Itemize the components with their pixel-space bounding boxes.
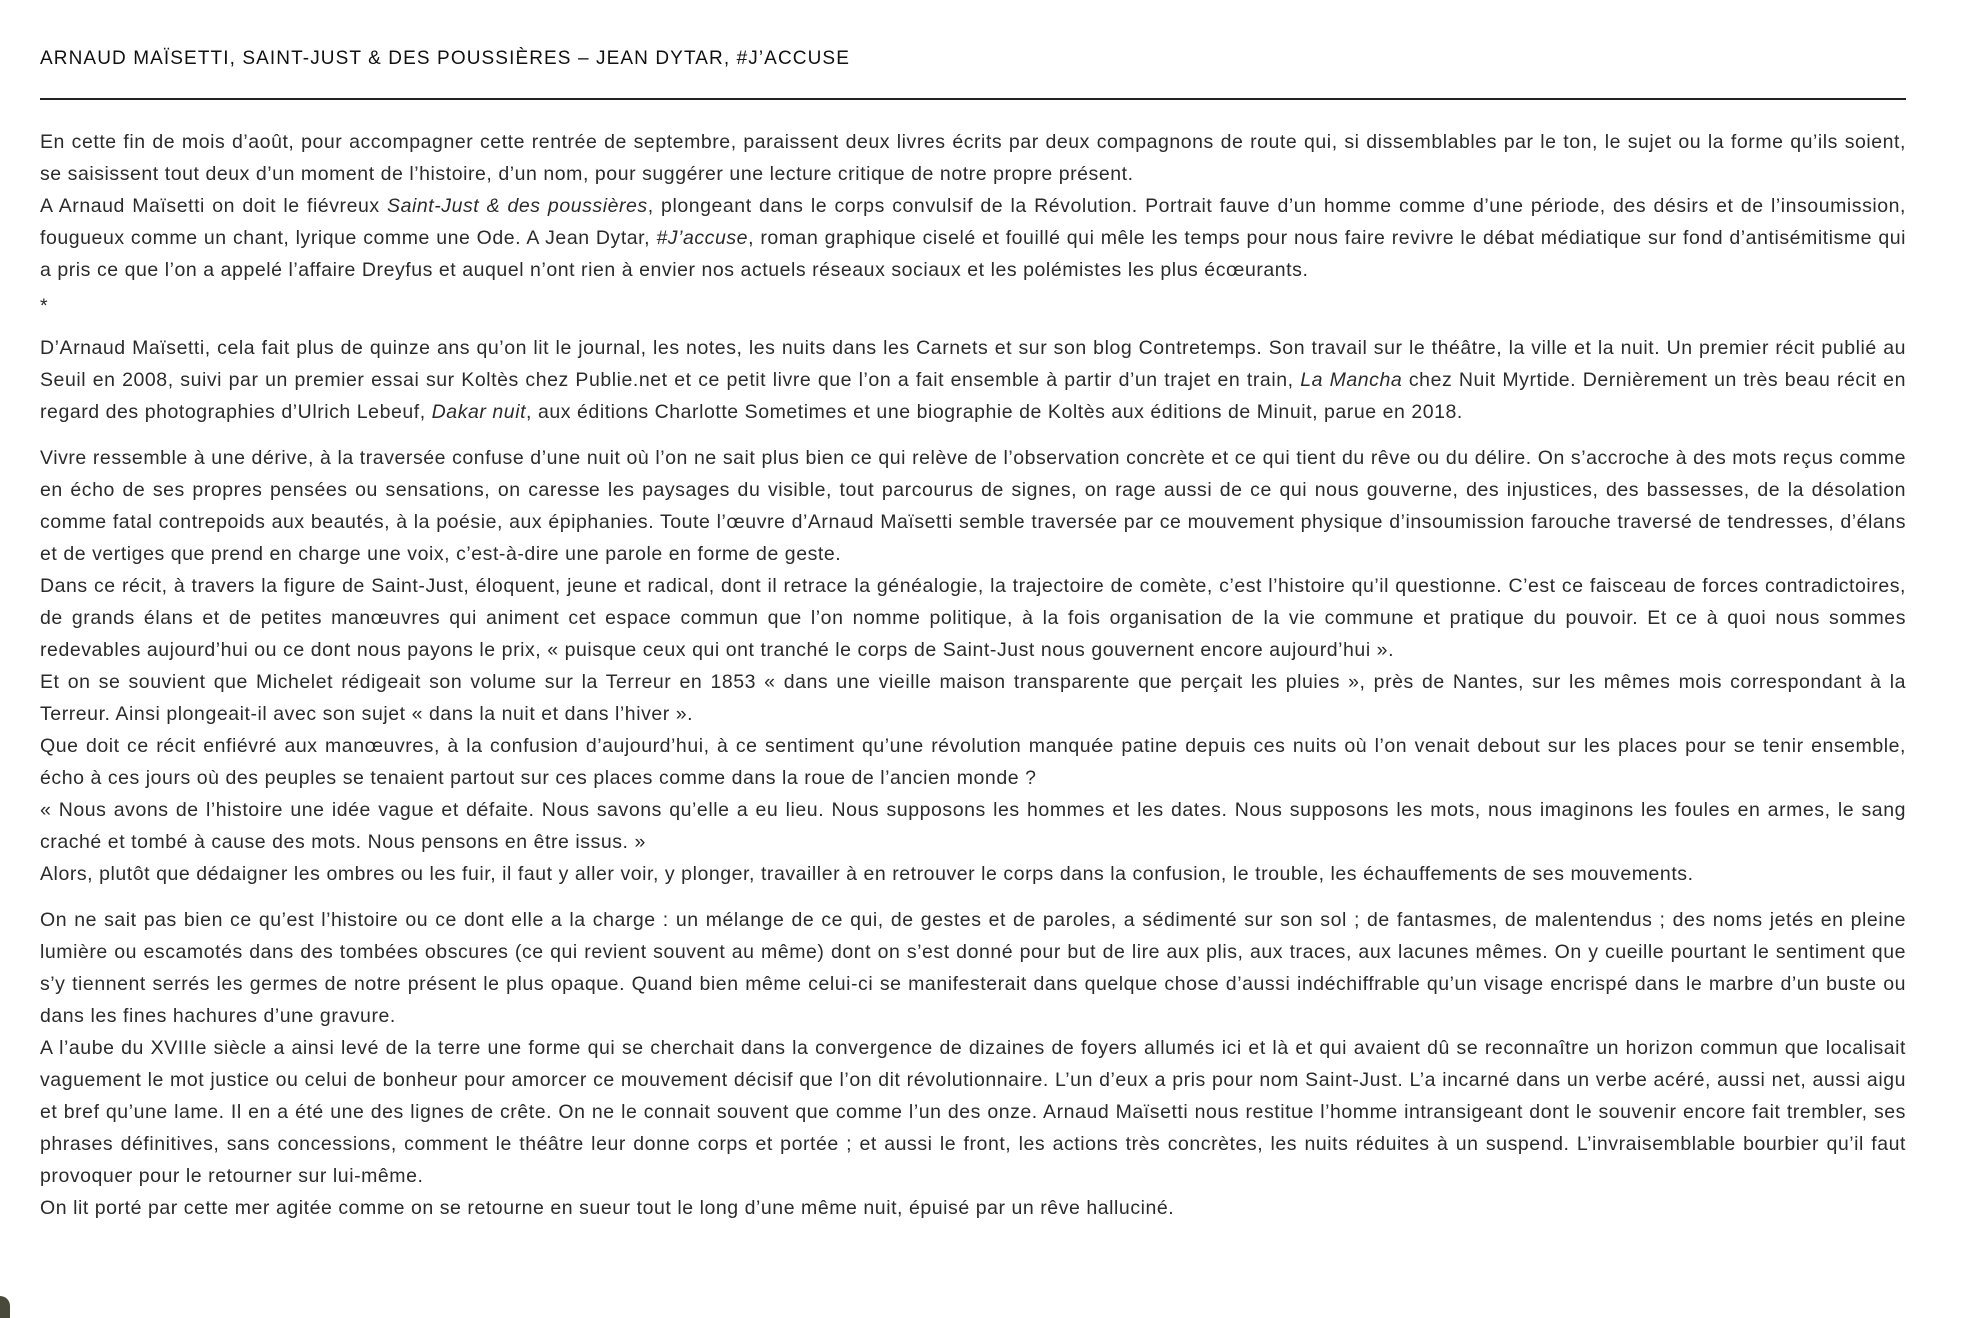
paragraph [40,1192,1906,1224]
paragraph-text: D’Arnaud Maïsetti, cela fait plus de quinze ans qu’on lit le journal, les notes, les nuits dans les Carnets et sur son blog Contretemps. Son travail sur le théâtre, la ville et la nuit. Un premier récit publié au Seuil en 2008, suivi par un premier essai sur Koltès chez Publie.net et ce petit livre que l’on a fait ensemble à partir d’un trajet en train, [40,337,1906,391]
paragraph-text: En cette fin de mois d’août, pour accompagner cette rentrée de septembre, paraissent deux livres écrits par deux compagnons de route qui, si dissemblables par le ton, le sujet ou la forme qu’ils soient, se saisissent tout deux d’un moment de l’histoire, d’un nom, pour suggérer une lecture critique de notre propre présent. [40,131,1906,185]
paragraph-spacer [40,428,1906,442]
paragraph-text: Et on se souvient que Michelet rédigeait son volume sur la Terreur en 1853 « dans une vieille maison transparente que perçait les pluies », près de Nantes, sur les mêmes mois correspondant à la Terreur. Ainsi plongeait-il avec son sujet « dans la nuit et dans l’hiver ». [40,671,1906,725]
paragraph-text: Dans ce récit, à travers la figure de Saint-Just, éloquent, jeune et radical, dont il retrace la généalogie, la trajectoire de comète, c’est l’histoire qu’il questionne. C’est ce faisceau de forces contradictoires, de grands élans et de petites manœuvres qui animent cet espace commun que l’on nomme politique, à la fois organisation de la vie commune et pratique du pouvoir. Et ce à quoi nous sommes redevables aujourd’hui ou ce dont nous payons le prix, « puisque ceux qui ont tranché le corps de Saint-Just nous gouvernent encore aujourd’hui ». [40,575,1906,661]
section-separator: * [40,295,49,317]
paragraph-spacer [40,890,1906,904]
article [40,46,1906,1224]
paragraph-text: , roman graphique ciselé et fouillé qui mêle les temps pour nous faire revivre le débat médiatique sur fond d’antisémitisme qui a pris ce que l’on a appelé l’affaire Dreyfus et auquel n’ont rien à envier nos actuels réseaux sociaux et les polémistes les plus écœurants. [40,227,1906,281]
paragraph [40,1032,1906,1192]
paragraph [40,666,1906,730]
paragraph-text: Vivre ressemble à une dérive, à la traversée confuse d’une nuit où l’on ne sait plus bien ce qui relève de l’observation concrète et ce qui tient du rêve ou du délire. On s’accroche à des mots reçus comme en écho de ses propres pensées ou sensations, on caresse les paysages du visible, tout parcourus de signes, on rage aussi de ce qui nous gouverne, des injustices, des bassesses, de la désolation comme fatal contrepoids aux beautés, à la poésie, aux épiphanies. Toute l’œuvre d’Arnaud Maïsetti semble traversée par ce mouvement physique d’insoumission farouche traversé de tendresses, d’élans et de vertiges que prend en charge une voix, c’est-à-dire une parole en forme de geste. [40,447,1906,565]
paragraph [40,794,1906,858]
paragraph-spacer [40,318,1906,332]
paragraph-text: A Arnaud Maïsetti on doit le fiévreux [40,195,388,217]
window-corner [0,1296,10,1318]
title-divider [40,98,1906,100]
book-title: Saint-Just & des poussières [387,195,648,217]
paragraph-text: chez Nuit Myrtide. Dernièrement un très beau récit en regard des photographies d’Ulrich Lebeuf, [40,369,1906,423]
paragraph [40,190,1906,286]
paragraph-text: A l’aube du XVIIIe siècle a ainsi levé de la terre une forme qui se cherchait dans la convergence de dizaines de foyers allumés ici et là et qui avaient dû se reconnaître un horizon commun que localisait vaguement le mot justice ou celui de bonheur pour amorcer ce mouvement décisif que l’on dit révolutionnaire. L’un d’eux a pris pour nom Saint-Just. L’a incarné dans un verbe acéré, aussi net, aussi aigu et bref qu’une lame. Il en a été une des lignes de crête. On ne le connait souvent que comme l’un des onze. Arnaud Maïsetti nous restitue l’homme intransigeant dont le souvenir encore fait trembler, ses phrases définitives, sans concessions, comment le théâtre leur donne corps et portée ; et aussi le front, les actions très concrètes, les nuits réduites à un suspend. L’invraisemblable bourbier qu’il faut provoquer pour le retourner sur lui-même. [40,1037,1906,1187]
paragraph-text: Alors, plutôt que dédaigner les ombres ou les fuir, il faut y aller voir, y plonger, travailler à en retrouver le corps dans la confusion, le trouble, les échauffements de ses mouvements. [40,863,1694,885]
paragraph [40,126,1906,190]
paragraph-text: « Nous avons de l’histoire une idée vague et défaite. Nous savons qu’elle a eu lieu. Nous supposons les hommes et les dates. Nous supposons les mots, nous imaginons les foules en armes, le sang craché et tombé à cause des mots. Nous pensons en être issus. » [40,799,1906,853]
article-body [40,126,1906,1224]
paragraph-text: On lit porté par cette mer agitée comme on se retourne en sueur tout le long d’une même nuit, épuisé par un rêve halluciné. [40,1197,1175,1219]
paragraph [40,858,1906,890]
paragraph [40,332,1906,428]
book-title: La Mancha [1300,369,1403,391]
paragraph-text: Que doit ce récit enfiévré aux manœuvres, à la confusion d’aujourd’hui, à ce sentiment qu’une révolution manquée patine depuis ces nuits où l’on venait debout sur les places pour se tenir ensemble, écho à ces jours où des peuples se tenaient partout sur ces places comme dans la roue de l’ancien monde ? [40,735,1906,789]
paragraph [40,570,1906,666]
paragraph [40,730,1906,794]
paragraph-text: On ne sait pas bien ce qu’est l’histoire ou ce dont elle a la charge : un mélange de ce qui, de gestes et de paroles, a sédimenté sur son sol ; de fantasmes, de malentendus ; des noms jetés en pleine lumière ou escamotés dans des tombées obscures (ce qui revient souvent au même) dont on s’est donné pour but de lire aux plis, aux traces, aux lacunes mêmes. On y cueille pourtant le sentiment que s’y tiennent serrés les germes de notre présent le plus opaque. Quand bien même celui-ci se manifesterait dans quelque chose d’aussi indéchiffrable qu’un visage encrispé dans le marbre d’un buste ou dans les fines hachures d’une gravure. [40,909,1906,1027]
page-title: ARNAUD MAÏSETTI, SAINT-JUST & DES POUSSIÈRES – JEAN DYTAR, #J’ACCUSE [40,48,850,69]
paragraph [40,904,1906,1032]
paragraph [40,442,1906,570]
book-title: #J’accuse [656,227,749,249]
paragraph-text: , aux éditions Charlotte Sometimes et une biographie de Koltès aux éditions de Minuit, parue en 2018. [526,401,1463,423]
paragraph-text: , plongeant dans le corps convulsif de la Révolution. Portrait fauve d’un homme comme d’une période, des désirs et de l’insoumission, fougueux comme un chant, lyrique comme une Ode. A Jean Dytar, [40,195,1907,249]
book-title: Dakar nuit [431,401,527,423]
